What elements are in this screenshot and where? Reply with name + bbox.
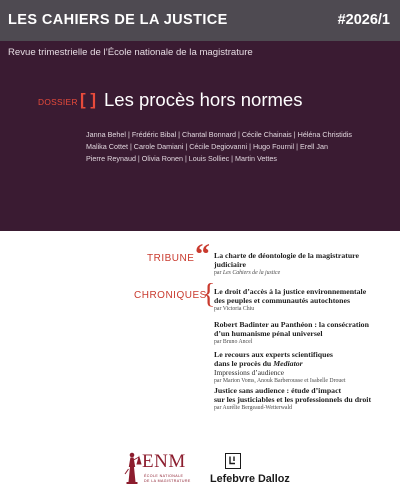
item-title: d’un humanisme pénal universel: [214, 329, 323, 339]
item-title: Robert Badinter au Panthéon : la consécration: [214, 320, 369, 329]
brace-icon: {: [202, 279, 216, 310]
enm-wordmark: ENM: [142, 451, 186, 472]
tribune-label: TRIBUNE: [147, 253, 195, 264]
justice-statue-icon: [122, 451, 142, 485]
item-title: Le droit d’accès à la justice environnementale: [214, 287, 367, 296]
tribune-item: [214, 251, 394, 277]
item-title: dans le procès du Mediator: [214, 359, 303, 369]
item-author: par Bruno Ancel: [214, 339, 253, 346]
author-line: Pierre Reynaud | Olivia Ronen | Louis Solliec | Martin Vettes: [86, 154, 277, 163]
dossier-title: Les procès hors normes: [104, 89, 303, 110]
dossier-authors: [86, 129, 376, 165]
enm-subtitle: ÉCOLE NATIONALE: [144, 474, 184, 478]
quote-mark-icon: “: [195, 238, 210, 271]
lefebvre-dalloz-mark: [225, 453, 241, 469]
chronique-item: [214, 287, 394, 313]
author-line: Malika Cottet | Carole Damiani | Cécile Degiovanni | Hugo Fournil | Erell Jan: [86, 142, 328, 151]
enm-subtitle: DE LA MAGISTRATURE: [144, 479, 191, 483]
item-subtitle: Impressions d’audience: [214, 368, 284, 378]
item-title: Justice sans audience : étude d’impact: [214, 386, 342, 395]
chroniques-label: CHRONIQUES: [134, 290, 207, 301]
cover-top-band: [0, 0, 400, 231]
jl-monogram-icon: [226, 454, 239, 467]
author-line: Janna Behel | Frédéric Bibal | Chantal Bonnard | Cécile Chainais | Héléna Christidis: [86, 130, 352, 139]
item-title: Le recours aux experts scientifiques: [214, 350, 333, 359]
dossier-bracket-icon: [ ]: [80, 90, 97, 109]
chronique-item: [214, 320, 394, 346]
item-title: La charte de déontologie de la magistrature: [214, 251, 359, 260]
item-author: par Marion Voms, Anouk Barberousse et Isabelle Drouet: [214, 378, 346, 385]
journal-title: LES CAHIERS DE LA JUSTICE: [8, 12, 228, 28]
dossier-label: DOSSIER: [38, 97, 78, 107]
item-author: par Victoria Chiu: [214, 306, 255, 313]
item-author: par Aurélie Bergeaud-Wetterwald: [214, 405, 292, 412]
item-title: judiciaire: [214, 260, 246, 270]
chronique-item: [214, 350, 394, 385]
chronique-item: [214, 386, 394, 412]
lefebvre-dalloz-wordmark: Lefebvre Dalloz: [210, 473, 290, 485]
journal-subtitle: Revue trimestrielle de l’École nationale de la magistrature: [8, 47, 253, 58]
journal-title-bar: [0, 0, 400, 41]
item-title: des peuples et communautés autochtones: [214, 296, 351, 306]
enm-logo: [122, 451, 197, 493]
issue-number: #2026/1: [337, 12, 390, 28]
item-title: sur les justiciables et les professionnels du droit: [214, 395, 372, 405]
item-author: par Les Cahiers de la justice: [214, 270, 281, 277]
